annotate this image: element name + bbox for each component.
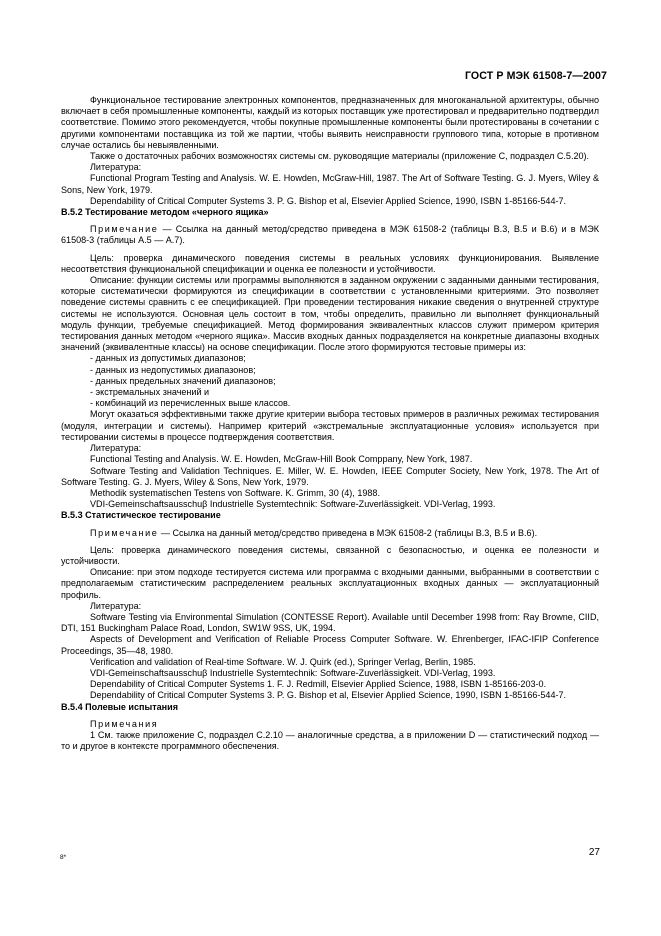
list-item: - комбинаций из перечисленных выше классов. xyxy=(90,398,291,409)
list-item: - данных из допустимых диапазонов; xyxy=(90,353,246,364)
reference: VDI-Gemeinschaftsausschuβ Industrielle Systemtechnik: Software-Zuverlässigkeit. VDI-Verlag, 1993. xyxy=(90,499,496,510)
reference: Functional Testing and Analysis. W. E. Howden, McGraw-Hill Book Comppany, New York, 1987. xyxy=(90,454,473,465)
note-label: Примечание xyxy=(90,224,159,235)
paragraph: Функциональное тестирование электронных компонентов, предназначенных для многоканальной архитектуры, обычно включает в себя промышленные компоненты, каждый из которых поставщик уже протестировал и предварительно подтвердил соответствие. Помимо этого рекомендуется, чтобы покупные промышленные компоненты были протестированы в сочетании с другими компонентами поставщика из той же партии, чтобы выявить неисправности группового типа, которые в противном случае остались бы невыявленными. xyxy=(61,95,599,150)
reference: Verification and validation of Real-time Software. W. J. Quirk (ed.), Springer Verlag, Berlin, 1985. xyxy=(90,656,476,667)
note xyxy=(61,528,599,539)
page-number: 27 xyxy=(588,847,600,858)
goal-paragraph: Цель: проверка динамического поведения системы в реальных условиях функционирования. Выявление несоответствия функциональной спецификации и оценка ее полезности и устойчивости. xyxy=(61,252,599,274)
paragraph: Также о достаточных рабочих возможностях системы см. руководящие материалы (приложение С, подраздел С.5.20). xyxy=(90,151,590,162)
page-header-title: ГОСТ Р МЭК 61508-7—2007 xyxy=(464,70,607,82)
reference: Software Testing and Validation Techniques. E. Miller, W. E. Howden, IEEE Computer Society, New York, 1978. The Art of Software Testing. G. J. Myers, Wiley & Sons, New York, 1979. xyxy=(61,465,599,487)
reference: Methodik systematischen Testens von Software. K. Grimm, 30 (4), 1988. xyxy=(90,487,380,498)
reference: Software Testing via Environmental Simulation (CONTESSE Report). Available until December 1998 from: Ray Browne, CIID, DTI, 151 Buckingham Palace Road, London, SW1W 9SS, UK, 1994. xyxy=(61,611,599,634)
section-heading: В.5.2 Тестирование методом «черного ящика» xyxy=(61,207,269,218)
list-item: - данных из недопустимых диапазонов; xyxy=(90,364,256,375)
note: 1 См. также приложение С, подраздел С.2.10 — аналогичные средства, а в приложении D — статистический подход — то и другое в контексте программного обеспечения. xyxy=(61,729,599,752)
section-heading: В.5.4 Полевые испытания xyxy=(61,701,178,712)
goal-paragraph: Цель: проверка динамического поведения системы, связанной с безопасностью, и оценка ее полезности и устойчивости. xyxy=(61,544,599,566)
note-text: — Ссылка на данный метод/средство приведена в МЭК 61508-2 (таблицы В.3, В.5 и В.6) и в МЭК 61508-3 (таблицы А.5 — А.7). xyxy=(61,224,599,246)
notes-label: Примечания xyxy=(90,718,159,729)
sheet-mark: 8* xyxy=(60,854,67,861)
description-paragraph: Описание: при этом подходе тестируется система или программа с входными данными, выбранными в соответствии с предполагаемым статистическим распределением реальных эксплуатационных входных данных — эксплуатационный профиль. xyxy=(61,567,599,600)
reference: Dependability of Critical Computer Systems 3. P. G. Bishop et al, Elsevier Applied Science, 1990, ISBN 1-85166-544-7. xyxy=(90,195,567,206)
literature-label: Литература: xyxy=(90,600,142,611)
note-text: — Ссылка на данный метод/средство приведена в МЭК 61508-2 (таблицы В.3, В.5 и В.6). xyxy=(158,527,538,538)
reference: VDI-Gemeinschaftsausschuβ Industrielle Systemtechnik: Software-Zuverlässigkeit. VDI-Verlag, 1993. xyxy=(90,667,496,678)
list-item: - данных предельных значений диапазонов; xyxy=(90,375,276,386)
literature-label: Литература: xyxy=(90,443,142,454)
description-paragraph: Описание: функции системы или программы выполняются в заданном окружении с заданными данными тестирования, которые систематически формируются из спецификации в соответствии с установленными критериями. Это позволяет поведение системы сравнить с ее спецификацией. При проведении тестирования никакие сведения о внутренней структуре системы не используются. Основная цель состоит в том, чтобы определить, правильно ли выполняет функциональный модуль функции, требуемые спецификацией. Метод формирования эквивалентных классов служит примером критерия тестирования данных методом «черного ящика». Массив входных данных подразделяется на конкретные диапазоны входных значений (эквивалентные классы) на основе спецификации. После этого формируются тестовые примеры из: xyxy=(61,275,599,353)
paragraph: Могут оказаться эффективными также другие критерии выбора тестовых примеров в различных режимах тестирования (модуля, интеграции и системы). Например критерий «экстремальные эксплуатационные условия» используется при тестировании системы в процессе подтверждения соответствия. xyxy=(61,409,599,442)
literature-label: Литература: xyxy=(90,162,142,173)
list-item: - экстремальных значений и xyxy=(90,387,210,398)
note xyxy=(61,224,599,246)
section-heading: В.5.3 Статистическое тестирование xyxy=(61,510,221,521)
reference: Aspects of Development and Verification of Reliable Process Computer Software. W. Ehrenberger, IFAC-IFIP Conference Proceedings, 35—48, 1980. xyxy=(61,634,599,656)
reference: Dependability of Critical Computer Systems 1. F. J. Redmill, Elsevier Applied Science, 1988, ISBN 1-85166-203-0. xyxy=(90,679,547,690)
reference: Functional Program Testing and Analysis. W. E. Howden, McGraw-Hill, 1987. The Art of Software Testing. G. J. Myers, Wiley & Sons, New York, 1979. xyxy=(61,173,599,195)
document-body xyxy=(61,95,599,752)
reference: Dependability of Critical Computer Systems 3. P. G. Bishop et al, Elsevier Applied Science, 1990, ISBN 1-85166-544-7. xyxy=(90,690,567,701)
note-label: Примечание xyxy=(90,527,159,538)
